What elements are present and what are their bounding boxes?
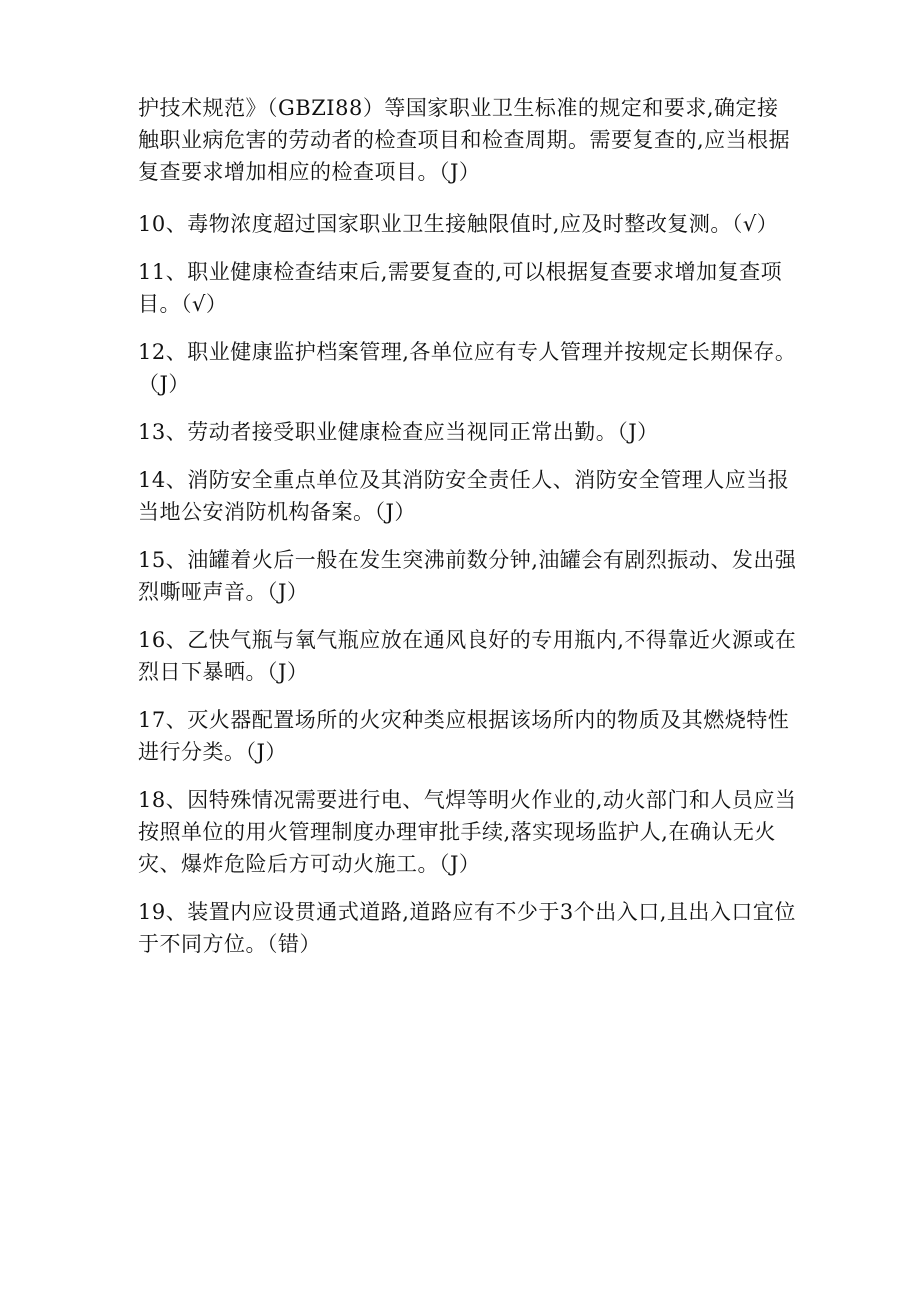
- paragraph-item-15: 15、油罐着火后一般在发生突沸前数分钟,油罐会有剧烈振动、发出强烈嘶哑声音。（J）: [138, 548, 797, 604]
- paragraph-item-10: 10、毒物浓度超过国家职业卫生接触限值时,应及时整改复测。（√）: [138, 212, 779, 236]
- paragraph-item-14: 14、消防安全重点单位及其消防安全责任人、消防安全管理人应当报当地公安消防机构备案。（J）: [138, 468, 790, 524]
- paragraph-item-13: 13、劳动者接受职业健康检查应当视同正常出勤。（J）: [138, 420, 659, 444]
- document-body: [138, 92, 798, 976]
- paragraph-item-19: 19、装置内应设贯通式道路,道路应有不少于3个出入口,且出入口宜位于不同方位。（错）: [138, 900, 796, 956]
- paragraph-item-18: 18、因特殊情况需要进行电、气焊等明火作业的,动火部门和人员应当按照单位的用火管理制度办理审批手续,落实现场监护人,在确认无火灾、爆炸危险后方可动火施工。（J）: [138, 788, 797, 876]
- paragraph-item-16: 16、乙快气瓶与氧气瓶应放在通风良好的专用瓶内,不得靠近火源或在烈日下暴晒。（J）: [138, 628, 797, 684]
- paragraph-item-11: 11、职业健康检查结束后,需要复查的,可以根据复查要求增加复查项目。（√）: [138, 260, 783, 316]
- paragraph-item-12: 12、职业健康监护档案管理,各单位应有专人管理并按规定长期保存。（J）: [138, 340, 797, 396]
- paragraph-item-17: 17、灭火器配置场所的火灾种类应根据该场所内的物质及其燃烧特性进行分类。（J）: [138, 708, 790, 764]
- paragraph-continuation: 护技术规范》（GBZI88）等国家职业卫生标准的规定和要求,确定接触职业病危害的劳动者的检查项目和检查周期。需要复查的,应当根据复查要求增加相应的检查项目。（J）: [138, 96, 791, 184]
